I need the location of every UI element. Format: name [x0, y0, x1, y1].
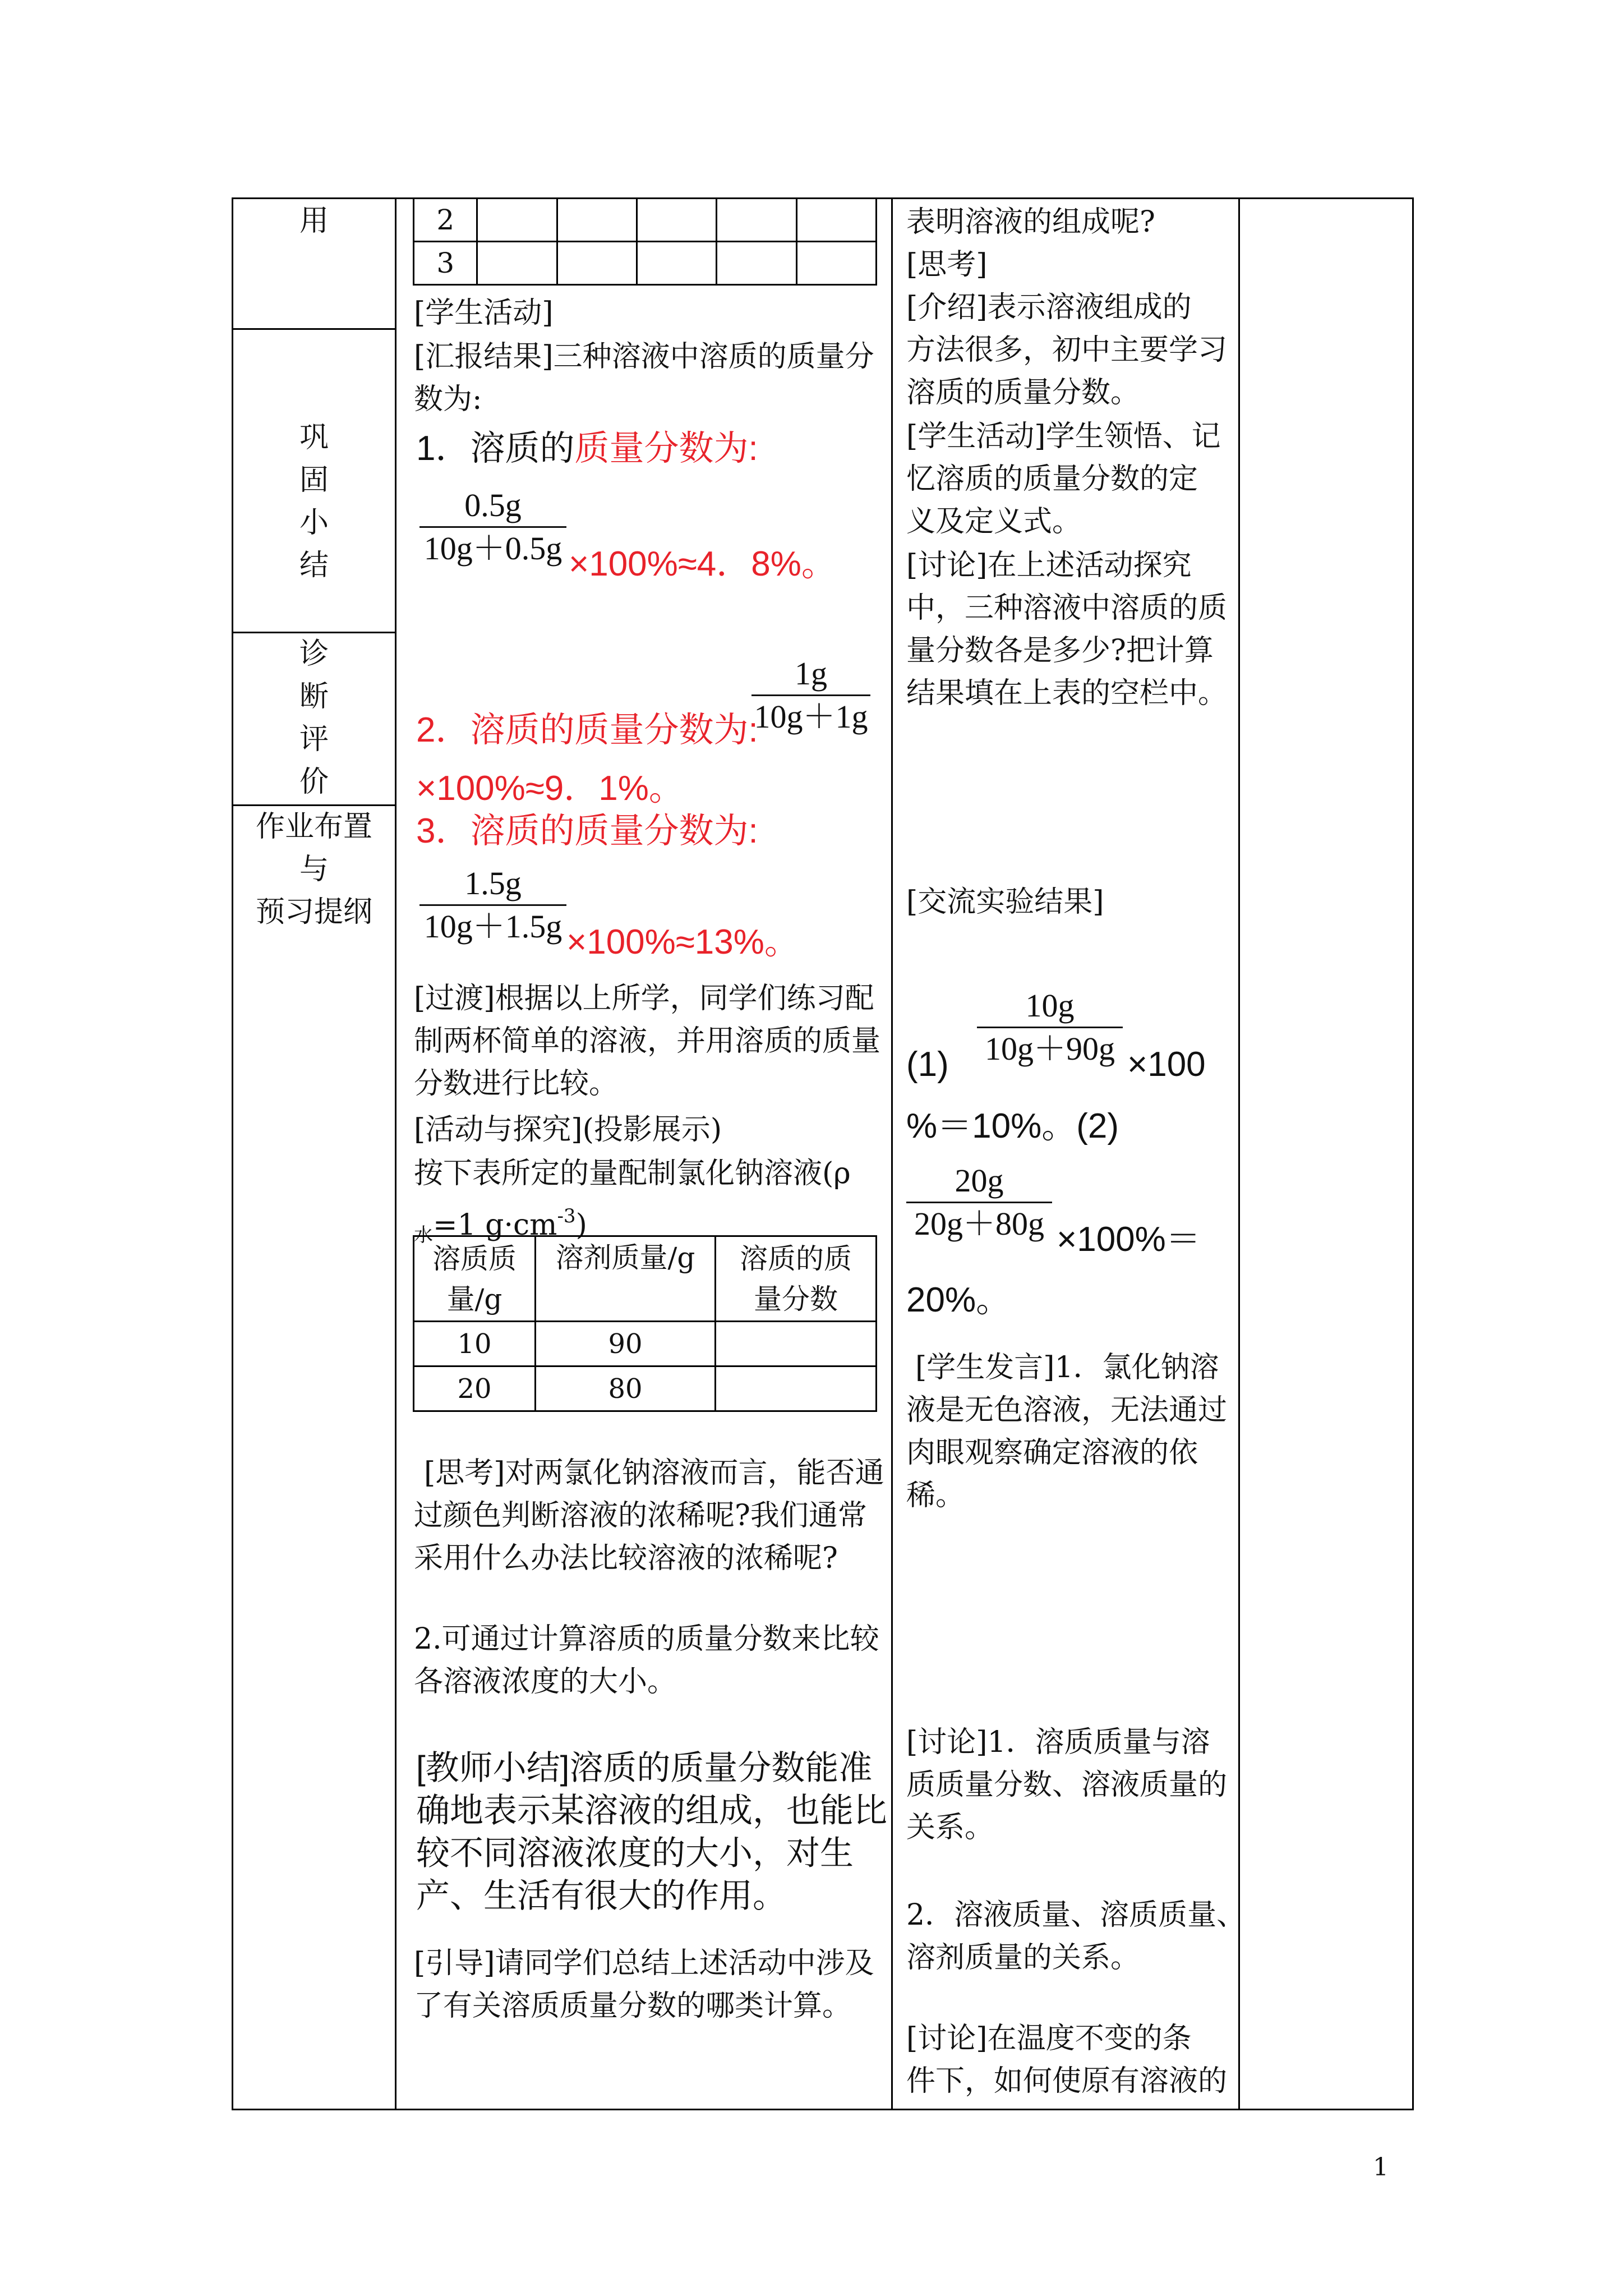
col3-think: [思考] — [906, 248, 988, 282]
discuss-1: [讨论]1．溶质质量与溶 质质量分数、溶液质量的 关系。 — [906, 1726, 1228, 1844]
item1-fraction: 0.5g 10g＋0.5g — [419, 487, 566, 567]
discuss-2: 2．溶液质量、溶质质量、 溶剂质量的关系。 — [906, 1898, 1246, 1975]
item2-fraction: 1g 10g＋1g — [751, 655, 870, 735]
col3-discuss: [讨论]在上述活动探究 中，三种溶液中溶质的质 量分数各是多少?把计算 结果填在上表的空栏中。 — [906, 549, 1228, 710]
left-row-border — [232, 328, 396, 330]
item3-heading: 3．溶质的质量分数为: — [416, 812, 758, 850]
activity-explore: [活动与探究](投影展示) — [414, 1113, 722, 1147]
table-row — [414, 1236, 877, 1322]
label-yong: 用 — [299, 204, 329, 238]
eq1-line2: %＝10%。(2) — [906, 1107, 1119, 1145]
eq1-tail: ×100 — [1127, 1045, 1206, 1084]
student-activity: [学生活动] — [414, 296, 554, 330]
table-intro: 按下表所定的量配制氯化钠溶液(ρ — [414, 1157, 851, 1190]
table-cell: 20 — [414, 1366, 536, 1411]
label-homework: 作业布置 与 预习提纲 — [255, 810, 372, 929]
table-row — [414, 199, 877, 242]
table-col-border — [1412, 197, 1414, 2110]
item1-heading: 1．溶质的质量分数为: — [416, 429, 758, 468]
eq2-fraction: 20g 20g＋80g — [906, 1162, 1052, 1243]
table-cell — [716, 1322, 877, 1366]
table-cell: 2 — [414, 199, 477, 242]
page-number: 1 — [1373, 2153, 1389, 2182]
results-table — [413, 197, 877, 286]
table-row — [414, 242, 877, 285]
item1-result: ×100%≈4．8%。 — [569, 545, 836, 583]
table-header: 溶质的质 量分数 — [716, 1236, 877, 1322]
transition-text: [过渡]根据以上所学，同学们练习配 制两杯简单的溶液，并用溶质的质量 分数进行比较。 — [414, 982, 881, 1101]
eq2-line2: 20%。 — [906, 1281, 1011, 1319]
exchange-results: [交流实验结果] — [906, 885, 1104, 919]
eq1-fraction: 10g 10g＋90g — [977, 987, 1123, 1068]
item3-fraction: 1.5g 10g＋1.5g — [419, 865, 566, 945]
item2-result: ×100%≈9．1%。 — [416, 769, 684, 808]
table-bottom-border — [232, 2109, 1414, 2110]
table-header: 溶剂质量/g — [536, 1236, 716, 1322]
item2-heading: 2．溶质的质量分数为: — [416, 711, 758, 749]
table-cell: 10 — [414, 1322, 536, 1366]
report-results: [汇报结果]三种溶液中溶质的质量分 数为: — [414, 340, 874, 416]
table-header: 溶质质 量/g — [414, 1236, 536, 1322]
density-note: $_水$=1 $g\cdot cm^{-3}$) — [414, 1205, 587, 1246]
table-col-border — [891, 197, 893, 2110]
item3-result: ×100%≈13%。 — [566, 923, 799, 961]
label-eval: 诊 断 评 价 — [299, 637, 329, 799]
point-2: 2.可通过计算溶质的质量分数来比较 各溶液浓度的大小。 — [414, 1622, 879, 1699]
eq2-tail: ×100%＝ — [1057, 1220, 1201, 1259]
col3-student-activity: [学生活动]学生领悟、记 忆溶质的质量分数的定 义及定义式。 — [906, 420, 1221, 539]
table-cell: 80 — [536, 1366, 716, 1411]
table-row — [414, 1366, 877, 1411]
think-question: [思考]对两氯化钠溶液而言，能否通 过颜色判断溶液的浓稀呢?我们通常 采用什么办法比较溶液的浓稀呢? — [414, 1456, 884, 1575]
label-summary: 巩 固 小 结 — [299, 421, 329, 582]
table-col-border — [395, 197, 396, 2110]
table-cell: 3 — [414, 242, 477, 285]
nacl-table — [413, 1235, 877, 1412]
table-row — [414, 1322, 877, 1366]
col3-p1: 表明溶液的组成呢? — [906, 205, 1155, 239]
table-cell: 90 — [536, 1322, 716, 1366]
table-cell — [716, 1366, 877, 1411]
eq1-prefix: (1) — [906, 1045, 949, 1084]
teacher-summary: [教师小结]溶质的质量分数能准 确地表示某溶液的组成，也能比 较不同溶液浓度的大小，对生 产、生活有很大的作用。 — [416, 1749, 887, 1915]
discuss-3: [讨论]在温度不变的条 件下，如何使原有溶液的 — [906, 2022, 1228, 2098]
guide-text: [引导]请同学们总结上述活动中涉及 了有关溶质质量分数的哪类计算。 — [414, 1947, 874, 2023]
table-col-border — [1238, 197, 1240, 2110]
student-speech: [学生发言]1．氯化钠溶 液是无色溶液，无法通过 肉眼观察确定溶液的依 稀。 — [906, 1351, 1228, 1512]
col3-intro: [介绍]表示溶液组成的 方法很多，初中主要学习 溶质的质量分数。 — [906, 291, 1228, 409]
